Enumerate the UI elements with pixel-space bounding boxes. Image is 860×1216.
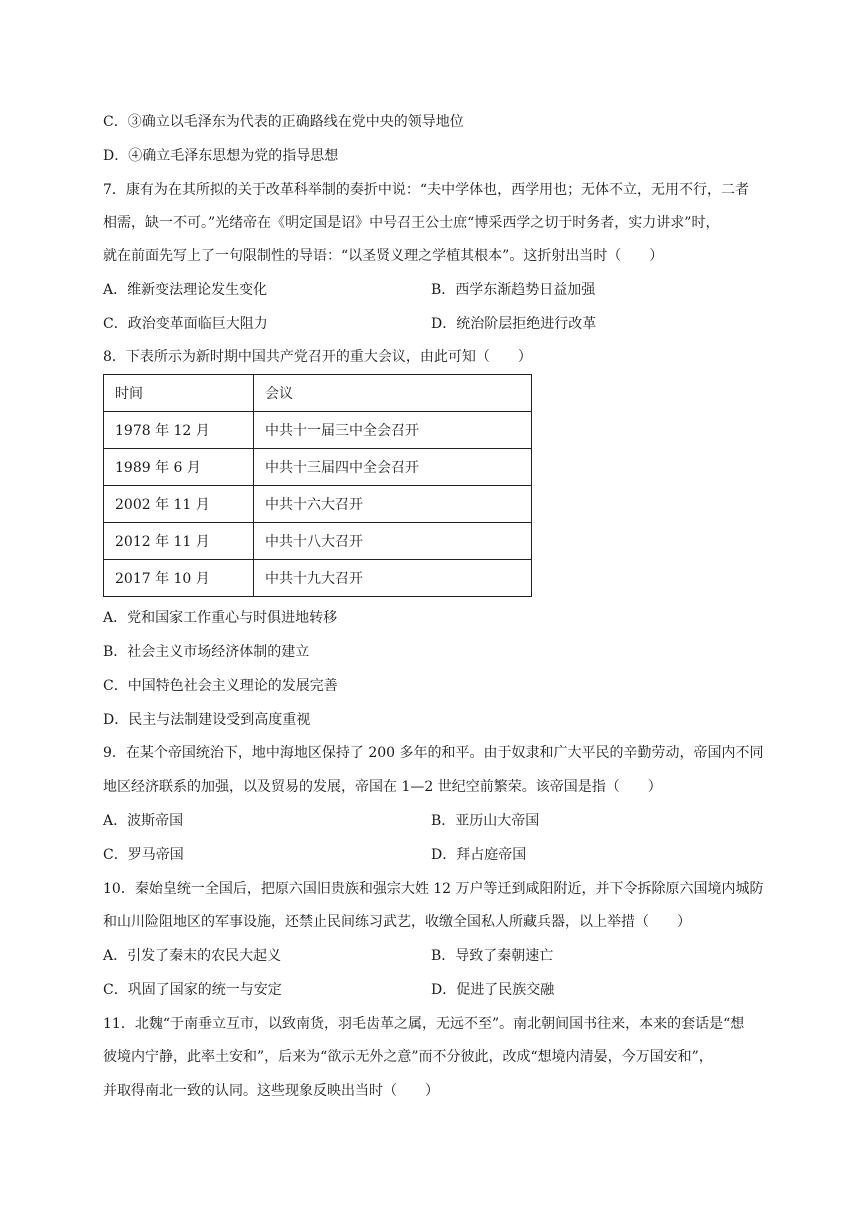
q9-stem-line: 9．在某个帝国统治下，地中海地区保持了 200 多年的和平。由于奴隶和广大平民的辛勤劳动，帝国内不同	[103, 745, 764, 761]
q7-stem-line: 相需，缺一不可。”光绪帝在《明定国是诏》中号召王公士庶“博采西学之切于时务者，实力讲求”时，	[103, 215, 720, 231]
table-header-row	[104, 375, 532, 412]
table-row	[104, 486, 532, 523]
table-row	[104, 412, 532, 449]
table-cell-date: 2002 年 11 月	[104, 486, 254, 523]
q10-option-d: D．促进了民族交融	[431, 982, 555, 998]
table-header-cell: 时间	[104, 375, 254, 412]
q10-option-c: C．巩固了国家的统一与安定	[103, 982, 282, 998]
table-cell-date: 1989 年 6 月	[104, 449, 254, 486]
q8-option-d: D．民主与法制建设受到高度重视	[103, 712, 311, 728]
q7-option-d: D．统治阶层拒绝进行改革	[431, 316, 597, 332]
q7-stem-line: 7．康有为在其所拟的关于改革科举制的奏折中说：“夫中学体也，西学用也；无体不立，无用不行，二者	[103, 182, 750, 198]
table-header-cell: 会议	[254, 375, 532, 412]
q7-option-a: A．维新变法理论发生变化	[103, 282, 268, 298]
q9-option-d: D．拜占庭帝国	[431, 847, 527, 863]
table-row	[104, 560, 532, 597]
q9-option-b: B．亚历山大帝国	[431, 813, 540, 829]
table-cell-meeting: 中共十八大召开	[254, 523, 532, 560]
q7-option-b: B．西学东渐趋势日益加强	[431, 282, 596, 298]
q6-option-c: C．③确立以毛泽东为代表的正确路线在党中央的领导地位	[103, 114, 464, 130]
q11-stem-line: 彼境内宁静，此率土安和”，后来为“欲示无外之意”而不分彼此，改成“想境内清晏，今万国安和”，	[103, 1049, 713, 1065]
q11-stem-line: 11．北魏“于南垂立互市，以致南货，羽毛齿革之属，无远不至”。南北朝间国书往来，本来的套话是“想	[103, 1016, 745, 1032]
q10-stem-line: 和山川险阻地区的军事设施，还禁止民间练习武艺，收缴全国私人所藏兵器，以上举措（ ）	[103, 914, 691, 930]
q7-stem-line: 就在前面先写上了一句限制性的导语：“以圣贤义理之学植其根本”。这折射出当时（ ）	[103, 248, 664, 264]
q7-option-c: C．政治变革面临巨大阻力	[103, 316, 268, 332]
table-cell-meeting: 中共十九大召开	[254, 560, 532, 597]
q10-stem-line: 10．秦始皇统一全国后，把原六国旧贵族和强宗大姓 12 万户等迁到咸阳附近，并下令拆除原六国境内城防	[103, 881, 764, 897]
table-row	[104, 523, 532, 560]
meetings-table	[103, 374, 532, 597]
q10-option-b: B．导致了秦朝速亡	[431, 948, 554, 964]
table-cell-meeting: 中共十六大召开	[254, 486, 532, 523]
table-cell-meeting: 中共十三届四中全会召开	[254, 449, 532, 486]
q8-option-c: C．中国特色社会主义理论的发展完善	[103, 678, 338, 694]
q8-option-a: A．党和国家工作重心与时俱进地转移	[103, 610, 338, 626]
q9-option-c: C．罗马帝国	[103, 847, 184, 863]
q8-stem: 8．下表所示为新时期中国共产党召开的重大会议，由此可知（ ）	[103, 349, 532, 365]
q9-stem-line: 地区经济联系的加强，以及贸易的发展，帝国在 1—2 世纪空前繁荣。该帝国是指（ ）	[103, 779, 662, 795]
table-cell-date: 2017 年 10 月	[104, 560, 254, 597]
q6-option-d: D．④确立毛泽东思想为党的指导思想	[103, 148, 339, 164]
q9-option-a: A．波斯帝国	[103, 813, 184, 829]
table-cell-date: 2012 年 11 月	[104, 523, 254, 560]
q10-option-a: A．引发了秦末的农民大起义	[103, 948, 282, 964]
q11-stem-line: 并取得南北一致的认同。这些现象反映出当时（ ）	[103, 1083, 439, 1099]
q8-option-b: B．社会主义市场经济体制的建立	[103, 644, 310, 660]
table-cell-date: 1978 年 12 月	[104, 412, 254, 449]
table-cell-meeting: 中共十一届三中全会召开	[254, 412, 532, 449]
table-row	[104, 449, 532, 486]
